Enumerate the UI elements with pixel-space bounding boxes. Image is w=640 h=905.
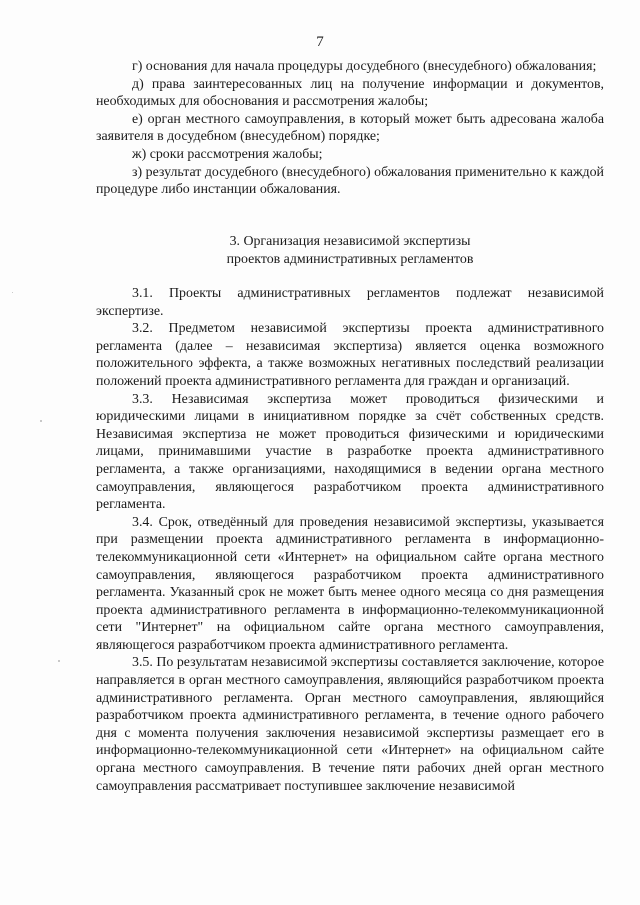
- section-heading-line-1: 3. Организация независимой экспертизы: [229, 234, 471, 249]
- scan-speck: [12, 292, 13, 293]
- section-heading: [96, 233, 604, 269]
- list-item-zh: ж) сроки рассмотрения жалобы;: [132, 146, 323, 162]
- list-item-z: з) результат досудебного (внесудебного) обжалования применительно к каждой процедуре либо инстанции обжалования.: [96, 164, 604, 198]
- list-item-d: д) права заинтересованных лиц на получение информации и документов, необходимых для обоснования и рассмотрения жалобы;: [96, 76, 604, 110]
- page-number: 7: [316, 34, 324, 50]
- list-block: [96, 58, 604, 199]
- paragraph-3-5: 3.5. По результатам независимой экспертизы составляется заключение, которое направляется в орган местного самоуправления, являющийся разработчиком проекта административного регламента. Орган местного самоуправления, являющийся разработчиком проекта административного регламента, в течение одного рабочего дня с момента получения заключения независимой экспертизы размещает его в информационно-телекоммуникационной сети «Интернет» на официальном сайте органа местного самоуправления. В течение пяти рабочих дней орган местного самоуправления рассматривает поступившее заключение независимой: [96, 655, 604, 794]
- list-item-e: е) орган местного самоуправления, в который может быть адресована жалоба заявителя в досудебном (внесудебном) порядке;: [96, 111, 604, 145]
- section-body: [96, 285, 604, 795]
- scan-speck: [58, 660, 60, 662]
- section-heading-line-2: проектов административных регламентов: [226, 252, 474, 267]
- paragraph-3-4: 3.4. Срок, отведённый для проведения независимой экспертизы, указывается при размещении проекта административного регламента в информационно-телекоммуникационной сети «Интернет» на официальном сайте органа местного самоуправления, являющегося разработчиком проекта административного регламента. Указанный срок не может быть менее одного месяца со дня размещения проекта административного регламента в информационно-телекоммуникационной сети "Интернет" на официальном сайте органа местного самоуправления, являющегося разработчиком проекта административного регламента.: [96, 514, 604, 653]
- paragraph-3-2: 3.2. Предметом независимой экспертизы проекта административного регламента (далее – независимая экспертиза) является оценка возможного положительного эффекта, а также возможных негативных последствий реализации положений проекта административного регламента для граждан и организаций.: [96, 321, 604, 389]
- paragraph-3-3: 3.3. Независимая экспертиза может проводиться физическими и юридическими лицами в инициативном порядке за счёт собственных средств. Независимая экспертиза не может проводиться физическими и юридическими лицами, принимавшими участие в разработке проекта административного регламента, а также организациями, находящимися в ведении органа местного самоуправления, являющегося разработчиком проекта административного регламента.: [96, 391, 604, 513]
- paragraph-3-1: 3.1. Проекты административных регламентов подлежат независимой экспертизе.: [96, 286, 604, 319]
- scan-speck: [40, 420, 42, 422]
- list-item-g: г) основания для начала процедуры досудебного (внесудебного) обжалования;: [132, 59, 597, 74]
